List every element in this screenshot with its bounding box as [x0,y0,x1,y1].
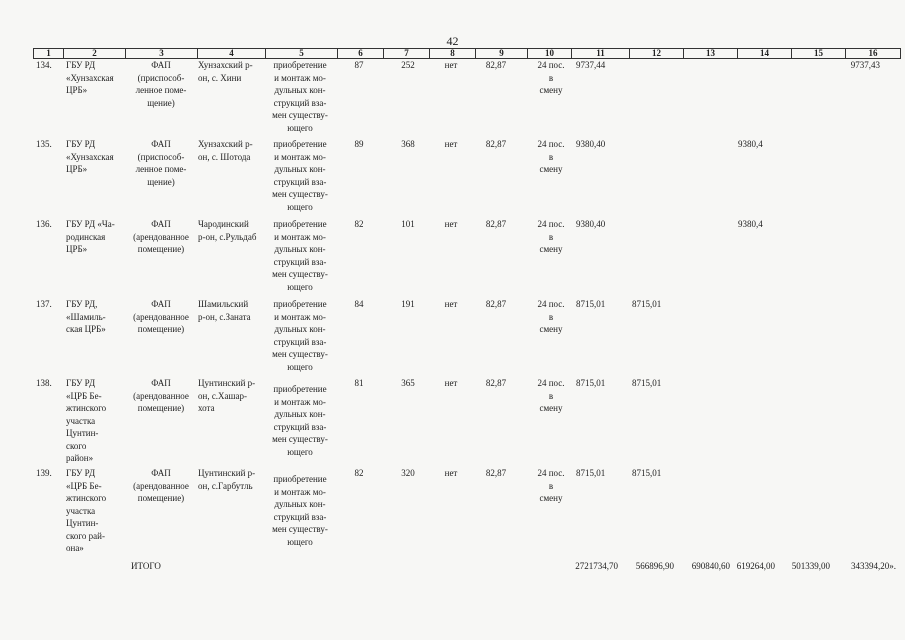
total-col-14: 619264,00 [736,561,775,571]
col-12-value: 8715,01 [632,299,662,309]
organization: ГБУ РД «Хунзахская ЦРБ» [66,139,114,174]
organization: ГБУ РД, «Шамиль- ская ЦРБ» [66,299,106,334]
row-number: 138. [36,378,52,388]
header-col-12: 12 [629,49,683,58]
col-10-value: 24 пос. в смену [537,139,565,174]
total-col-13: 690840,60 [691,561,730,571]
work-description: приобретение и монтаж мо- дульных кон- струкций вза- мен существу- ющего [272,219,328,292]
col-7-value: 365 [401,378,415,388]
header-col-8: 8 [429,49,475,58]
col-14-value: 9380,4 [738,139,763,149]
facility-type: ФАП (арендованное помещение) [133,299,189,334]
col-11-value: 9737,44 [576,60,606,70]
col-6-value: 87 [354,60,364,70]
col-7-value: 101 [401,219,415,229]
work-description: приобретение и монтаж мо- дульных кон- струкций вза- мен существу- ющего [272,474,328,547]
work-description: приобретение и монтаж мо- дульных кон- струкций вза- мен существу- ющего [272,299,328,372]
organization: ГБУ РД «ЦРБ Бе- жтинского участка Цунтин- ского район» [66,378,107,463]
col-10-value: 24 пос. в смену [537,378,565,413]
col-11-value: 9380,40 [576,219,606,229]
header-col-3: 3 [125,49,197,58]
col-7-value: 252 [401,60,415,70]
col-9-value: 82,87 [485,378,507,388]
col-7-value: 368 [401,139,415,149]
col-9-value: 82,87 [485,468,507,478]
col-8-value: нет [444,219,458,229]
total-label: ИТОГО [131,561,161,571]
col-8-value: нет [444,139,458,149]
header-col-7: 7 [383,49,429,58]
col-8-value: нет [444,378,458,388]
header-col-5: 5 [265,49,337,58]
facility-type: ФАП (арендованное помещение) [133,378,189,413]
col-6-value: 82 [354,219,364,229]
header-col-16: 16 [845,49,901,58]
organization: ГБУ РД «ЦРБ Бе- жтинского участка Цунтин- ского рай- она» [66,468,107,553]
col-9-value: 82,87 [485,139,507,149]
col-6-value: 84 [354,299,364,309]
col-10-value: 24 пос. в смену [537,468,565,503]
row-number: 139. [36,468,52,478]
header-col-4: 4 [197,49,265,58]
col-8-value: нет [444,468,458,478]
total-col-15: 501339,00 [791,561,830,571]
col-7-value: 320 [401,468,415,478]
col-14-value: 9380,4 [738,219,763,229]
col-11-value: 8715,01 [576,299,606,309]
col-9-value: 82,87 [485,60,507,70]
row-number: 135. [36,139,52,149]
facility-type: ФАП (арендованное помещение) [133,219,189,254]
col-8-value: нет [444,299,458,309]
organization: ГБУ РД «Хунзахская ЦРБ» [66,60,114,95]
col-10-value: 24 пос. в смену [537,219,565,254]
header-col-13: 13 [683,49,737,58]
total-col-12: 566896,90 [635,561,674,571]
organization: ГБУ РД «Ча- родинская ЦРБ» [66,219,115,254]
location: Хунзахский р- он, с. Шотода [198,139,253,162]
col-6-value: 81 [354,378,364,388]
col-11-value: 9380,40 [576,139,606,149]
col-10-value: 24 пос. в смену [537,60,565,95]
col-8-value: нет [444,60,458,70]
location: Хунзахский р- он, с. Хини [198,60,253,83]
col-12-value: 8715,01 [632,378,662,388]
row-number: 136. [36,219,52,229]
header-col-14: 14 [737,49,791,58]
col-9-value: 82,87 [485,299,507,309]
col-7-value: 191 [401,299,415,309]
header-col-9: 9 [475,49,527,58]
col-9-value: 82,87 [485,219,507,229]
header-col-10: 10 [527,49,571,58]
header-col-1: 1 [33,49,63,58]
col-16-value: 9737,43 [850,60,880,70]
header-col-6: 6 [337,49,383,58]
header-col-11: 11 [571,49,629,58]
work-description: приобретение и монтаж мо- дульных кон- струкций вза- мен существу- ющего [272,60,328,133]
page-number: 42 [446,34,459,48]
total-col-11: 2721734,70 [575,561,618,571]
col-12-value: 8715,01 [632,468,662,478]
facility-type: ФАП (приспособ- ленное поме- щение) [135,139,187,187]
col-6-value: 82 [354,468,364,478]
location: Шамильский р-он, с.Заната [198,299,251,322]
facility-type: ФАП (арендованное помещение) [133,468,189,503]
col-10-value: 24 пос. в смену [537,299,565,334]
col-6-value: 89 [354,139,364,149]
row-number: 134. [36,60,52,70]
work-description: приобретение и монтаж мо- дульных кон- струкций вза- мен существу- ющего [272,139,328,212]
row-number: 137. [36,299,52,309]
location: Чародинский р-он, с.Рульдаб [198,219,257,242]
header-col-15: 15 [791,49,845,58]
location: Цунтинский р- он, с.Хашар- хота [198,378,256,413]
total-col-16: 343394,20». [851,561,896,571]
header-col-2: 2 [63,49,125,58]
location: Цунтинский р- он, с.Гарбутль [198,468,256,491]
col-11-value: 8715,01 [576,468,606,478]
col-11-value: 8715,01 [576,378,606,388]
facility-type: ФАП (приспособ- ленное поме- щение) [135,60,187,108]
work-description: приобретение и монтаж мо- дульных кон- струкций вза- мен существу- ющего [272,384,328,457]
table-header [33,48,901,59]
